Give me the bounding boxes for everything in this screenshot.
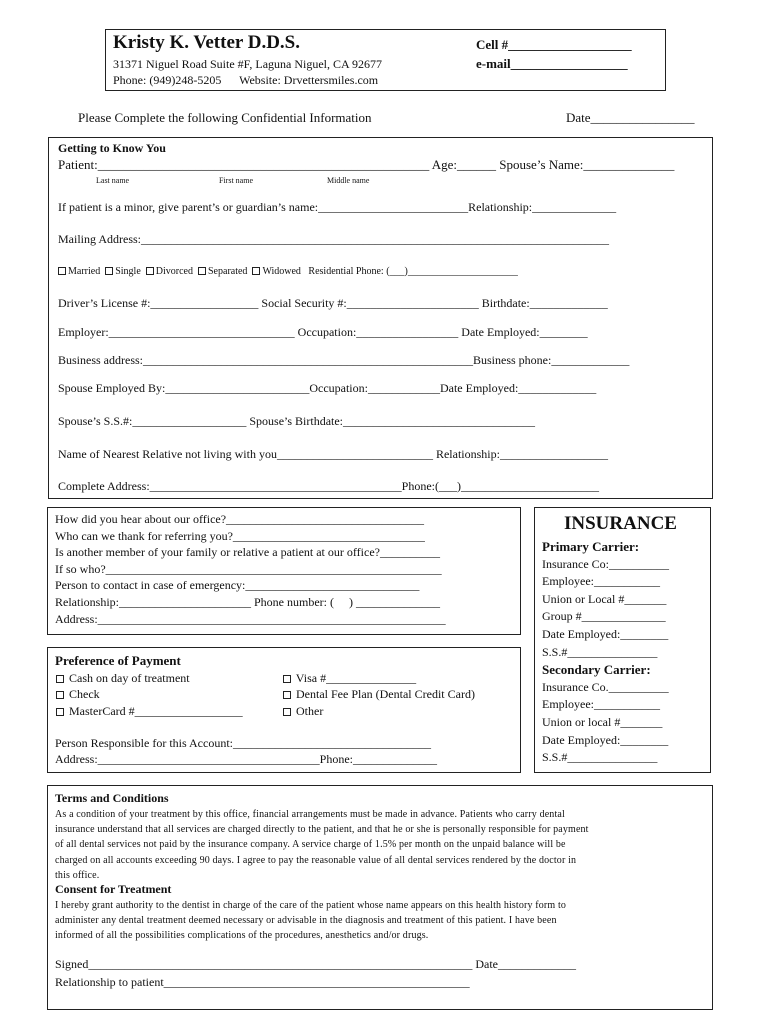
relationship-to-patient-field[interactable]: Relationship to patient___________________________________________________	[55, 975, 470, 989]
payment-left-options	[56, 670, 243, 719]
know-you-title: Getting to Know You	[58, 141, 166, 155]
terms-line: insurance understand that all services are charged directly to the patient, and that he or she is personally responsible for payment	[55, 824, 589, 836]
first-name-sublabel: First name	[219, 176, 253, 185]
terms-paragraph	[55, 807, 589, 883]
practice-name: Kristy K. Vetter D.D.S.	[113, 32, 300, 53]
business-row[interactable]: Business address:_______________________________________________________Business phone:_____________	[58, 353, 630, 367]
terms-line: As a condition of your treatment by this office, financial arrangements must be made in advance. Patients who carry dental	[55, 809, 565, 820]
guardian-field[interactable]: If patient is a minor, give parent’s or guardian’s name:_________________________Relationship:______________	[58, 200, 617, 214]
cell-field[interactable]: Cell #___________________	[476, 37, 632, 52]
widowed-checkbox[interactable]	[252, 266, 300, 277]
emergency-relationship-field[interactable]: Relationship:______________________ Phone number: ( ) ______________	[55, 594, 440, 609]
mastercard-option[interactable]	[56, 703, 243, 719]
nearest-relative-row[interactable]: Name of Nearest Relative not living with you__________________________ Relationship:__________________	[58, 447, 608, 461]
primary-date-employed-field[interactable]: Date Employed:________	[542, 626, 669, 641]
single-checkbox[interactable]	[105, 266, 141, 277]
payment-right-options	[283, 670, 475, 719]
form-date-field[interactable]: Date________________	[566, 110, 695, 125]
practice-phone-website: Phone: (949)248-5205 Website: Drvettersmiles.com	[113, 73, 379, 87]
checkbox-icon	[105, 267, 113, 275]
consent-title: Consent for Treatment	[55, 882, 172, 896]
checkbox-icon	[146, 267, 154, 275]
spouse-ss-row[interactable]: Spouse’s S.S.#:___________________ Spouse’s Birthdate:________________________________	[58, 414, 536, 428]
checkbox-icon	[56, 691, 64, 699]
instruction-text: Please Complete the following Confidential Information	[78, 110, 372, 125]
secondary-date-employed-field[interactable]: Date Employed:________	[542, 732, 669, 747]
separated-checkbox[interactable]	[198, 266, 247, 277]
checkbox-icon	[56, 708, 64, 716]
check-label: Check	[69, 687, 100, 702]
referrer-field[interactable]: Who can we thank for referring you?________________________________	[55, 528, 425, 543]
checkbox-icon	[283, 708, 291, 716]
terms-line: of all dental services not paid by the insurance company. A service charge of 1.5% per month on the unpaid balance will be	[55, 839, 566, 851]
emergency-address-field[interactable]: Address:__________________________________________________________	[55, 611, 446, 626]
signature-field[interactable]: Signed________________________________________________________________ Date_____________	[55, 957, 576, 971]
checkbox-icon	[252, 267, 260, 275]
employer-row[interactable]: Employer:_______________________________ Occupation:_________________ Date Employed:________	[58, 325, 588, 339]
terms-line: this office.	[55, 869, 100, 881]
drivers-license-row[interactable]: Driver’s License #:__________________ Social Security #:______________________ Birthdate:_____________	[58, 296, 608, 310]
family-patient-field[interactable]: Is another member of your family or relative a patient at our office?__________	[55, 545, 440, 560]
checkbox-icon	[198, 267, 206, 275]
single-label: Single	[115, 266, 141, 277]
consent-line: administer any dental treatment deemed necessary or advisable in the diagnosis and treatment of this patient. I have been	[55, 915, 557, 927]
dental-fee-plan-option[interactable]	[283, 686, 475, 702]
visa-label: Visa #_______________	[295, 671, 417, 685]
mailing-address-field[interactable]: Mailing Address:______________________________________________________________________________	[58, 232, 609, 246]
marital-status-row	[58, 266, 518, 277]
other-option[interactable]	[283, 703, 475, 719]
checkbox-icon	[58, 267, 66, 275]
patient-field[interactable]: Patient:___________________________________________________ Age:______ Spouse’s Name:______________	[58, 157, 675, 172]
residential-phone-field[interactable]: Residential Phone: (___)______________________	[308, 266, 518, 277]
terms-line: charged on all accounts exceeding 90 days. I agree to pay the reasonable value of all dental services rendered by the doctor in	[55, 854, 577, 866]
if-so-who-field[interactable]: If so who?________________________________________________________	[55, 561, 442, 576]
married-checkbox[interactable]	[58, 266, 100, 277]
divorced-label: Divorced	[155, 266, 193, 277]
mastercard-label: MasterCard #__________________	[69, 703, 243, 718]
middle-name-sublabel: Middle name	[327, 176, 370, 185]
checkbox-icon	[283, 675, 291, 683]
consent-paragraph	[55, 898, 566, 944]
complete-address-row[interactable]: Complete Address:__________________________________________Phone:(___)_______________________	[58, 479, 599, 493]
consent-line: I hereby grant authority to the dentist in charge of the care of the patient whose name appears on this health history form to	[55, 900, 567, 911]
dental-fee-plan-label: Dental Fee Plan (Dental Credit Card)	[296, 687, 475, 702]
last-name-sublabel: Last name	[96, 176, 130, 185]
checkbox-icon	[283, 691, 291, 699]
referral-lines	[55, 511, 446, 627]
check-option[interactable]	[56, 686, 243, 702]
divorced-checkbox[interactable]	[146, 266, 193, 277]
terms-title: Terms and Conditions	[55, 791, 169, 805]
email-field[interactable]: e-mail__________________	[476, 56, 628, 71]
emergency-contact-field[interactable]: Person to contact in case of emergency:_____________________________	[55, 578, 420, 593]
practice-address: 31371 Niguel Road Suite #F, Laguna Niguel, CA 92677	[113, 57, 383, 71]
cash-option[interactable]	[56, 670, 243, 686]
secondary-insurance-co-field[interactable]: Insurance Co.__________	[542, 679, 669, 694]
spouse-employed-row[interactable]: Spouse Employed By:________________________Occupation:____________Date Employed:_____________	[58, 381, 597, 395]
consent-line: informed of all the possibilities complications of the procedures, anesthetics and/or drugs.	[55, 930, 429, 942]
married-label: Married	[68, 266, 101, 277]
heard-about-field[interactable]: How did you hear about our office?_________________________________	[55, 512, 425, 526]
other-label: Other	[296, 703, 324, 718]
payment-address-field[interactable]: Address:_____________________________________Phone:______________	[55, 752, 437, 766]
secondary-ss-field[interactable]: S.S.#_______________	[542, 750, 658, 765]
secondary-carrier-title: Secondary Carrier:	[542, 662, 651, 678]
primary-group-field[interactable]: Group #______________	[542, 609, 666, 624]
responsible-person-field[interactable]: Person Responsible for this Account:_________________________________	[55, 736, 431, 750]
insurance-fields	[542, 538, 669, 767]
secondary-employee-field[interactable]: Employee:___________	[542, 697, 660, 712]
widowed-label: Widowed	[262, 266, 301, 277]
primary-union-field[interactable]: Union or Local #_______	[542, 591, 667, 606]
insurance-title: INSURANCE	[564, 513, 677, 534]
cash-label: Cash on day of treatment	[69, 671, 190, 685]
separated-label: Separated	[208, 266, 248, 277]
payment-title: Preference of Payment	[55, 653, 181, 668]
visa-option[interactable]	[283, 670, 475, 686]
primary-insurance-co-field[interactable]: Insurance Co:__________	[542, 556, 669, 571]
primary-carrier-title: Primary Carrier:	[542, 539, 640, 554]
primary-ss-field[interactable]: S.S.#_______________	[542, 644, 658, 659]
primary-employee-field[interactable]: Employee:___________	[542, 574, 660, 589]
checkbox-icon	[56, 675, 64, 683]
secondary-union-field[interactable]: Union or local #_______	[542, 714, 663, 729]
know-you-section	[48, 137, 713, 499]
